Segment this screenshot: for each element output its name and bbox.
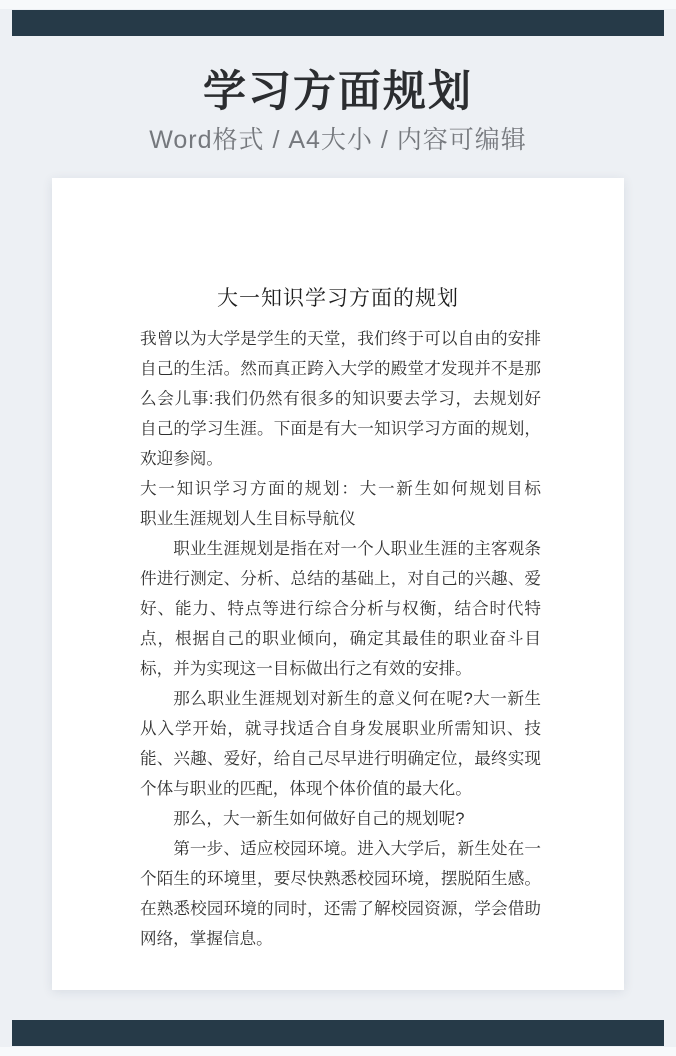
page-subtitle: Word格式 / A4大小 / 内容可编辑 <box>149 126 527 154</box>
document-title: 大一知识学习方面的规划 <box>217 286 459 310</box>
paragraph: 第一步、适应校园环境。进入大学后，新生处在一个陌生的环境里，要尽快熟悉校园环境，摆脱陌生感。在熟悉校园环境的同时，还需了解校园资源，学会借助网络，掌握信息。 <box>140 839 541 948</box>
preview-header <box>0 0 676 154</box>
paragraph: 那么，大一新生如何做好自己的规划呢? <box>173 809 465 828</box>
paragraph: 我曾以为大学是学生的天堂，我们终于可以自由的安排自己的生活。然而真正跨入大学的殿堂才发现并不是那么会儿事:我们仍然有很多的知识要去学习，去规划好自己的学习生涯。下面是有大一知识学习方面的规划，欢迎参阅。 <box>140 329 541 468</box>
paragraph: 职业生涯规划是指在对一个人职业生涯的主客观条件进行测定、分析、总结的基础上，对自己的兴趣、爱好、能力、特点等进行综合分析与权衡，结合时代特点，根据自己的职业倾向，确定其最佳的职业奋斗目标，并为实现这一目标做出行之有效的安排。 <box>140 539 541 678</box>
bottom-accent-bar <box>12 1020 664 1046</box>
document-preview-sheet <box>52 178 624 990</box>
paragraph: 那么职业生涯规划对新生的意义何在呢?大一新生从入学开始，就寻找适合自身发展职业所需知识、技能、兴趣、爱好，给自己尽早进行明确定位，最终实现个体与职业的匹配，体现个体价值的最大化。 <box>140 689 541 798</box>
document-body <box>140 324 575 954</box>
page-title: 学习方面规划 <box>203 68 473 116</box>
bottom-edge-strip <box>0 1047 676 1056</box>
paragraph: 大一知识学习方面的规划：大一新生如何规划目标 职业生涯规划人生目标导航仪 <box>140 479 575 528</box>
